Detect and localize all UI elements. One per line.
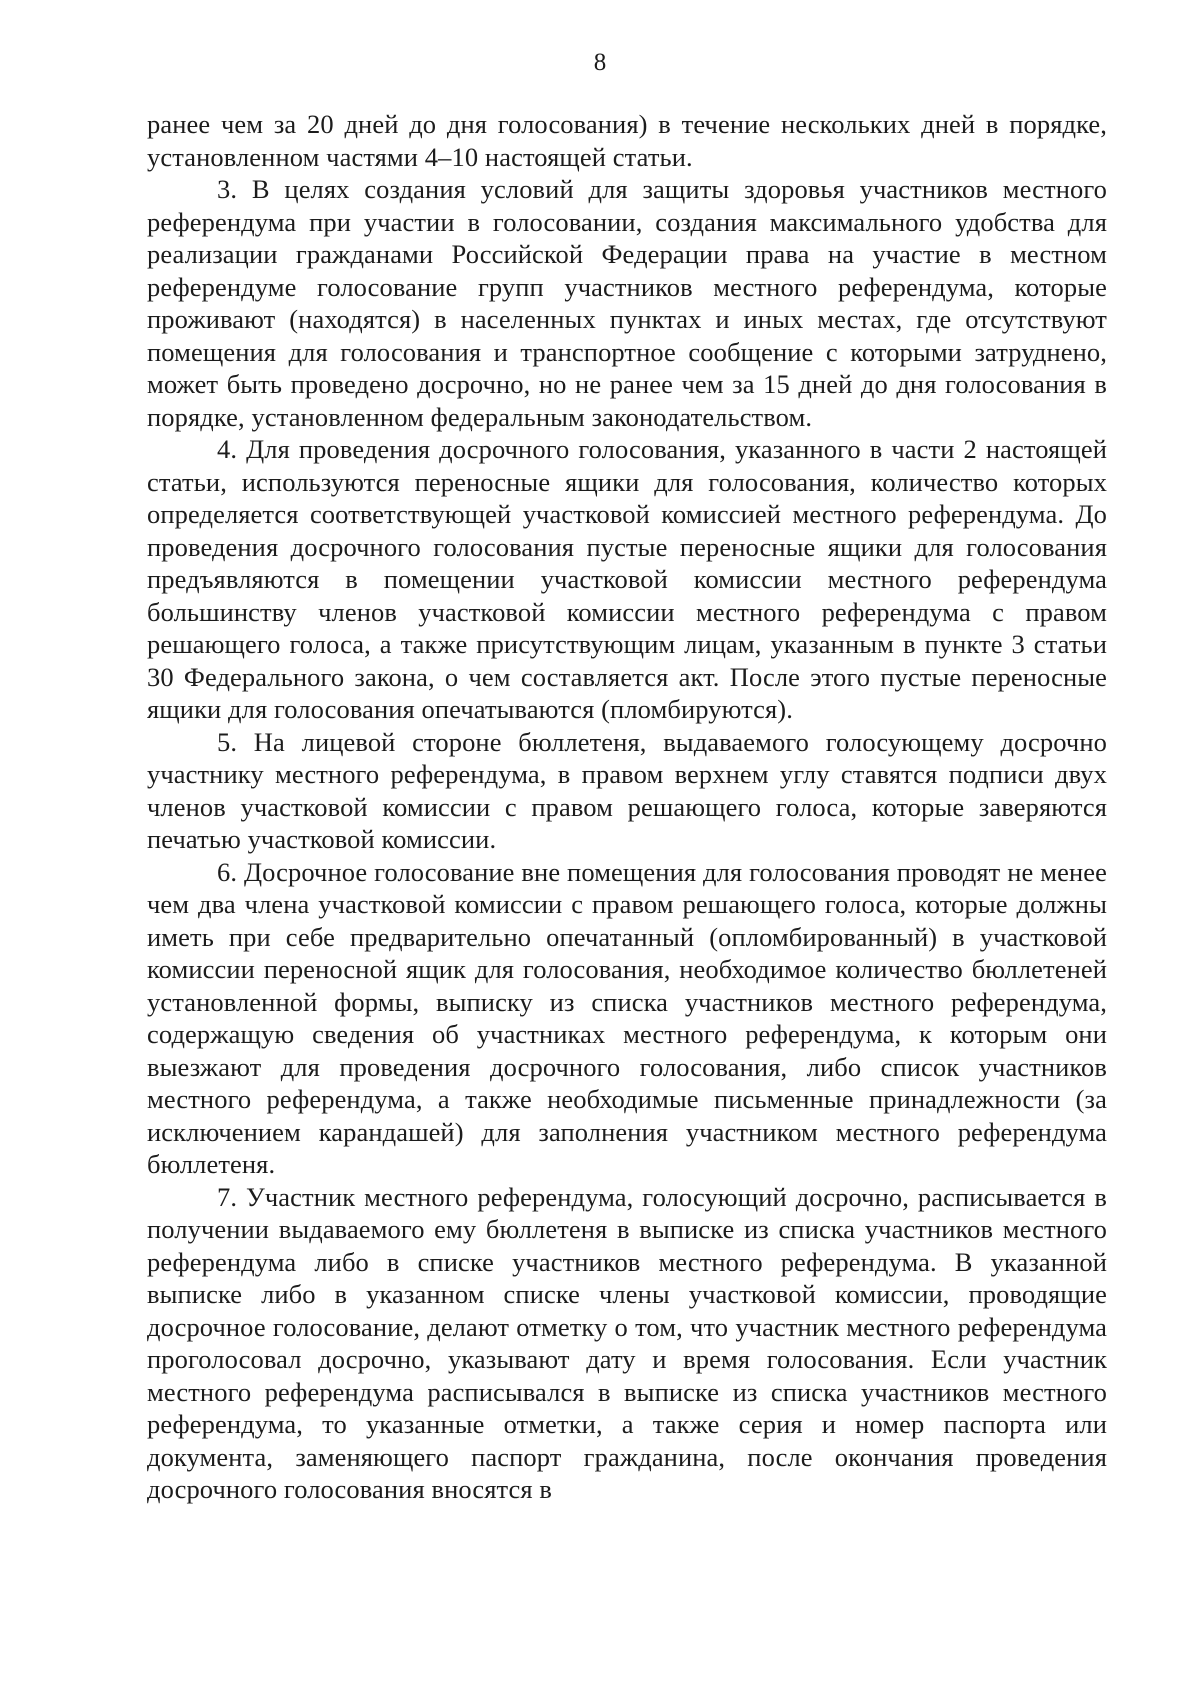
document-body [147,108,1107,1506]
paragraph-6: 6. Досрочное голосование вне помещения для голосования проводят не менее чем два члена участковой комиссии с правом решающего голоса, которые должны иметь при себе предварительно опечатанный (опломбированный) в участковой комиссии переносной ящик для голосования, необходимое количество бюллетеней установленной формы, выписку из списка участников местного референдума, содержащую сведения об участниках местного референдума, к которым они выезжают для проведения досрочного голосования, либо список участников местного референдума, а также необходимые письменные принадлежности (за исключением карандашей) для заполнения участником местного референдума бюллетеня. [147,856,1107,1179]
paragraph-continuation: ранее чем за 20 дней до дня голосования) в течение нескольких дней в порядке, установленном частями 4–10 настоящей статьи. [147,109,1107,172]
paragraph-5: 5. На лицевой стороне бюллетеня, выдаваемого голосующему досрочно участнику местного референдума, в правом верхнем углу ставятся подписи двух членов участковой комиссии с правом решающего голоса, которые заверяются печатью участковой комиссии. [147,726,1107,854]
page-number: 8 [593,49,607,76]
paragraph-3: 3. В целях создания условий для защиты здоровья участников местного референдума при участии в голосовании, создания максимального удобства для реализации гражданами Российской Федерации права на участие в местном референдуме голосование групп участников местного референдума, которые проживают (находятся) в населенных пунктах и иных местах, где отсутствуют помещения для голосования и транспортное сообщение с которыми затруднено, может быть проведено досрочно, но не ранее чем за 15 дней до дня голосования в порядке, установленном федеральным законодательством. [147,174,1107,432]
paragraph-7: 7. Участник местного референдума, голосующий досрочно, расписывается в получении выдаваемого ему бюллетеня в выписке из списка участников местного референдума либо в списке участников местного референдума. В указанной выписке либо в указанном списке члены участковой комиссии, проводящие досрочное голосование, делают отметку о том, что участник местного референдума проголосовал досрочно, указывают дату и время голосования. Если участник местного референдума расписывался в выписке из списка участников местного референдума, то указанные отметки, а также серия и номер паспорта или документа, заменяющего паспорт гражданина, после окончания проведения досрочного голосования вносятся в [147,1181,1107,1504]
paragraph-4: 4. Для проведения досрочного голосования, указанного в части 2 настоящей статьи, используются переносные ящики для голосования, количество которых определяется соответствующей участковой комиссией местного референдума. До проведения досрочного голосования пустые переносные ящики для голосования предъявляются в помещении участковой комиссии местного референдума большинству членов участковой комиссии местного референдума с правом решающего голоса, а также присутствующим лицам, указанным в пункте 3 статьи 30 Федерального закона, о чем составляется акт. После этого пустые переносные ящики для голосования опечатываются (пломбируются). [147,434,1107,724]
